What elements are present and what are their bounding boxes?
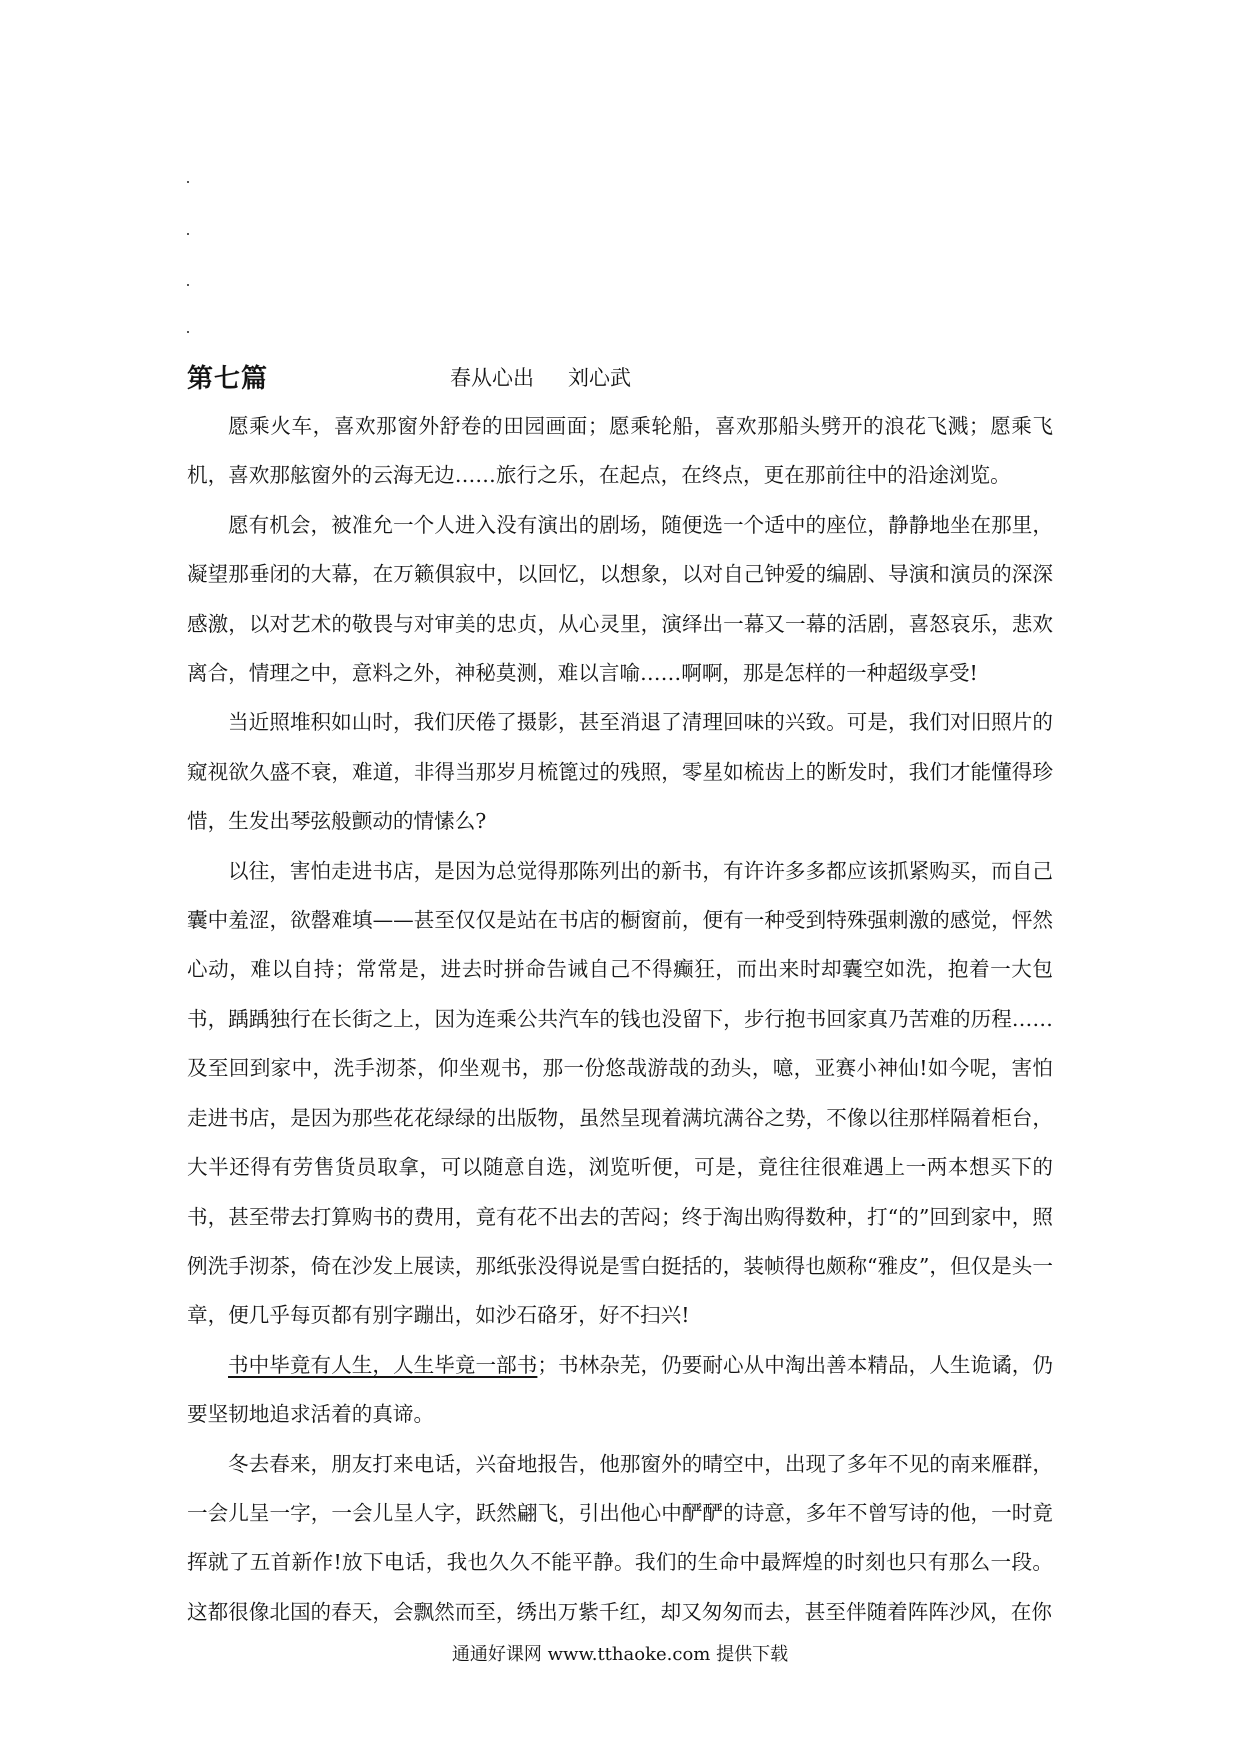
scan-dot [187, 181, 189, 183]
paragraph-text: 冬去春来，朋友打来电话，兴奋地报告，他那窗外的晴空中，出现了多年不见的南来雁群，一会儿呈一字，一会儿呈人字，跃然翩飞，引出他心中酽酽的诗意，多年不曾写诗的他，一时竟挥就了五首新作!放下电话，我也久久不能平静。我们的生命中最辉煌的时刻也只有那么一段。这都很像北国的春天，会飘然而至，绣出万紫千红，却又匆匆而去，甚至伴随着阵阵沙风，在你 [187, 1451, 1053, 1624]
scan-dot [187, 331, 189, 333]
paragraph [187, 501, 1053, 699]
paragraph [187, 698, 1053, 846]
paragraph [187, 1341, 1053, 1440]
paragraph-text: ；书林杂芜，仍要耐心从中淘出善本精品，人生诡谲，仍要坚韧地追求活着的真谛。 [187, 1352, 1054, 1427]
essay-title: 春从心出 [450, 366, 534, 390]
chapter-heading: 第七篇 [187, 364, 269, 394]
paragraph-text: 愿有机会，被准允一个人进入没有演出的剧场，随便选一个适中的座位，静静地坐在那里，凝望那垂闭的大幕，在万籁俱寂中，以回忆，以想象，以对自己钟爱的编剧、导演和演员的深深感激，以对艺术的敬畏与对审美的忠贞，从心灵里，演绎出一幕又一幕的活剧，喜怒哀乐，悲欢离合，情理之中，意料之外，神秘莫测，难以言喻……啊啊，那是怎样的一种超级享受! [187, 512, 1053, 686]
scan-dot [187, 233, 189, 235]
paragraph [187, 402, 1053, 501]
article-body [187, 402, 1053, 1637]
paragraph [187, 1440, 1053, 1638]
underlined-phrase: 书中毕竟有人生，人生毕竟一部书 [228, 1352, 538, 1377]
scan-dot [187, 284, 189, 286]
paragraph [187, 847, 1053, 1341]
title-row [187, 358, 1067, 398]
paragraph-text: 当近照堆积如山时，我们厌倦了摄影，甚至消退了清理回味的兴致。可是，我们对旧照片的窥视欲久盛不衰，难道，非得当那岁月梳篦过的残照，零星如梳齿上的断发时，我们才能懂得珍惜，生发出琴弦般颤动的情愫么? [187, 710, 1053, 834]
author-name: 刘心武 [568, 366, 631, 390]
paragraph-text: 以往，害怕走进书店，是因为总觉得那陈列出的新书，有许许多多都应该抓紧购买，而自己囊中羞涩，欲罄难填——甚至仅仅是站在书店的橱窗前，便有一种受到特殊强刺激的感觉，怦然心动，难以自持；常常是，进去时拼命告诫自己不得癫狂，而出来时却囊空如洗，抱着一大包书，踽踽独行在长街之上，因为连乘公共汽车的钱也没留下，步行抱书回家真乃苦难的历程……及至回到家中，洗手沏茶，仰坐观书，那一份悠哉游哉的劲头，噫，亚赛小神仙!如今呢，害怕走进书店，是因为那些花花绿绿的出版物，虽然呈现着满坑满谷之势，不像以往那样隔着柜台，大半还得有劳售货员取拿，可以随意自选，浏览听便，可是，竟往往很难遇上一两本想买下的书，甚至带去打算购书的费用，竟有花不出去的苦闷；终于淘出购得数种，打“的”回到家中，照例洗手沏茶，倚在沙发上展读，那纸张没得说是雪白挺括的，装帧得也颇称“雅皮”，但仅是头一章，便几乎每页都有别字蹦出，如沙石硌牙，好不扫兴! [187, 858, 1053, 1328]
page-footer: 通通好课网 www.tthaoke.com 提供下载 [451, 1644, 789, 1665]
paragraph-text: 愿乘火车，喜欢那窗外舒卷的田园画面；愿乘轮船，喜欢那船头劈开的浪花飞溅；愿乘飞机，喜欢那舷窗外的云海无边……旅行之乐，在起点，在终点，更在那前往中的沿途浏览。 [187, 414, 1053, 488]
